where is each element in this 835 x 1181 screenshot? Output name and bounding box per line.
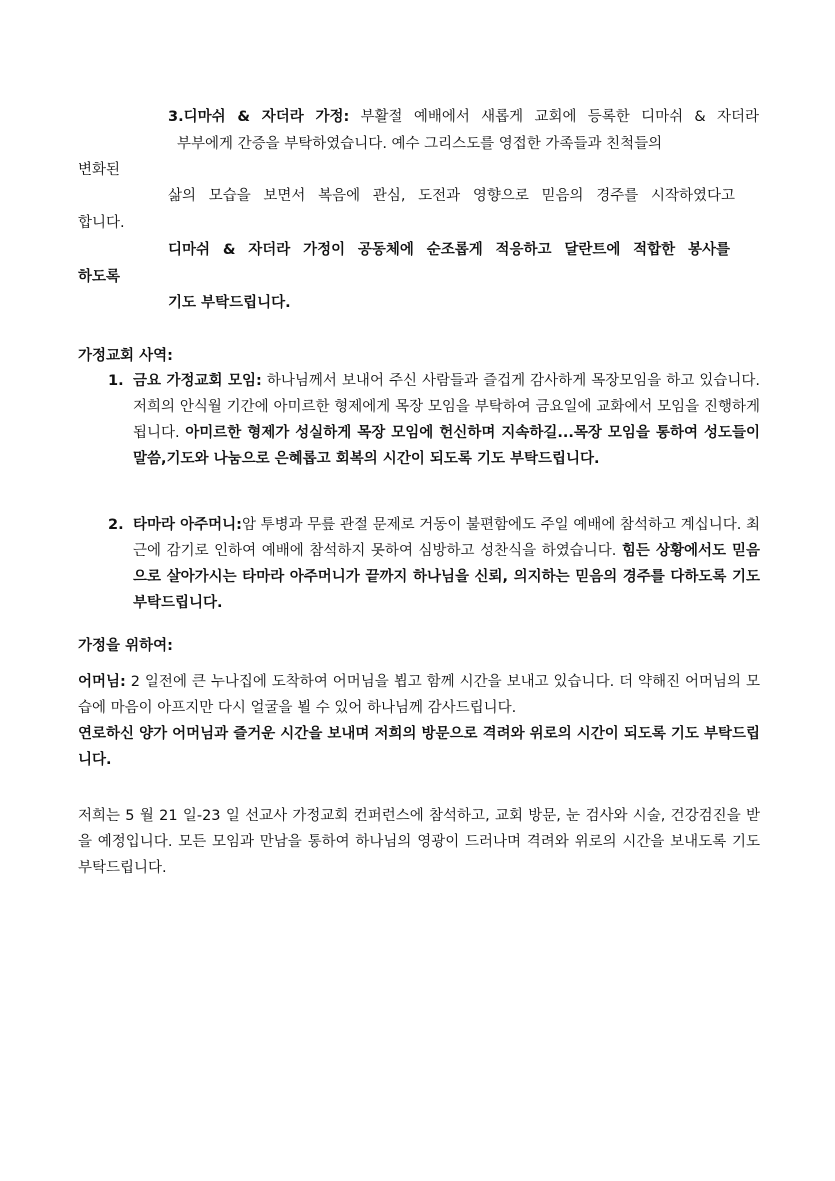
mother-paragraph (78, 669, 760, 773)
mother-text: 2 일전에 큰 누나집에 도착하여 어머님을 뵙고 함께 시간을 보내고 있습니다. 더 약해진 어머님의 모습에 마음이 아프지만 다시 얼굴을 뵐 수 있어 하나님께 감사드립니다. (78, 674, 760, 716)
section3-line7: 하도록 (78, 269, 121, 285)
item2-paragraph (133, 512, 760, 616)
home-church-heading: 가정교회 사역: (78, 348, 173, 364)
family-heading: 가정을 위하여: (78, 638, 173, 654)
mother-title: 어머님: (78, 674, 126, 690)
section3-line1 (168, 107, 759, 127)
section3-line2: 부부에게 간증을 부탁하였습니다. 예수 그리스도를 영접한 가족들과 친척들의 (177, 136, 663, 152)
section3-line5: 합니다. (78, 215, 125, 231)
section3-line4: 삶의 모습을 보면서 복음에 관심, 도전과 영향으로 믿음의 경주를 시작하였다고 (168, 188, 735, 204)
item2-title: 타마라 아주머니: (133, 517, 242, 533)
item2-bold-text: 힘든 상황에서도 믿음으로 살아가시는 타마라 아주머니가 끝까지 하나님을 신뢰, 의지하는 믿음의 경주를 다하도록 기도 부탁드립니다. (133, 543, 760, 611)
section3-line6: 디마쉬 & 자더라 가정이 공동체에 순조롭게 적응하고 달란트에 적합한 봉사를 (168, 242, 730, 258)
mother-bold-text: 연로하신 양가 어머님과 즐거운 시간을 보내며 저희의 방문으로 격려와 위로의 시간이 되도록 기도 부탁드립니다. (78, 726, 760, 768)
item2-number: 2. (108, 517, 124, 533)
section3-line3: 변화된 (78, 162, 121, 178)
item1-number: 1. (108, 373, 124, 389)
closing-paragraph: 저희는 5 월 21 일-23 일 선교사 가정교회 컨퍼런스에 참석하고, 교회 방문, 눈 검사와 시술, 건강검진을 받을 예정입니다. 모든 모임과 만남을 통하여 하나님의 영광이 드러나며 격려와 위로의 시간을 보내도록 기도 부탁드립니다. (78, 808, 760, 876)
item1-title: 금요 가정교회 모임: (133, 373, 262, 389)
section3-line8: 기도 부탁드립니다. (168, 295, 291, 311)
section3-title: 3.디마쉬 & 자더라 가정: (168, 109, 350, 125)
item1-text: 하나님께서 보내어 주신 사람들과 즐겁게 감사하게 목장모임을 하고 있습니다. 저희의 안식월 기간에 아미르한 형제에게 목장 모임을 부탁하여 금요일에 교화에서 모임을 진행하게 됩니다. (133, 373, 760, 441)
item1-bold-text: 아미르한 형제가 성실하게 목장 모임에 헌신하며 지속하길...목장 모임을 통하여 성도들이 말씀,기도와 나눔으로 은혜롭고 회복의 시간이 되도록 기도 부탁드립니다. (133, 425, 760, 467)
item2-text: 암 투병과 무릎 관절 문제로 거동이 불편함에도 주일 예배에 참석하고 계십니다. 최근에 감기로 인하여 예배에 참석하지 못하여 심방하고 성찬식을 하였습니다. (133, 517, 760, 559)
section3-line1-text: 부활절 예배에서 새롭게 교회에 등록한 디마쉬 & 자더라 (349, 109, 759, 125)
item1-paragraph (133, 368, 760, 472)
